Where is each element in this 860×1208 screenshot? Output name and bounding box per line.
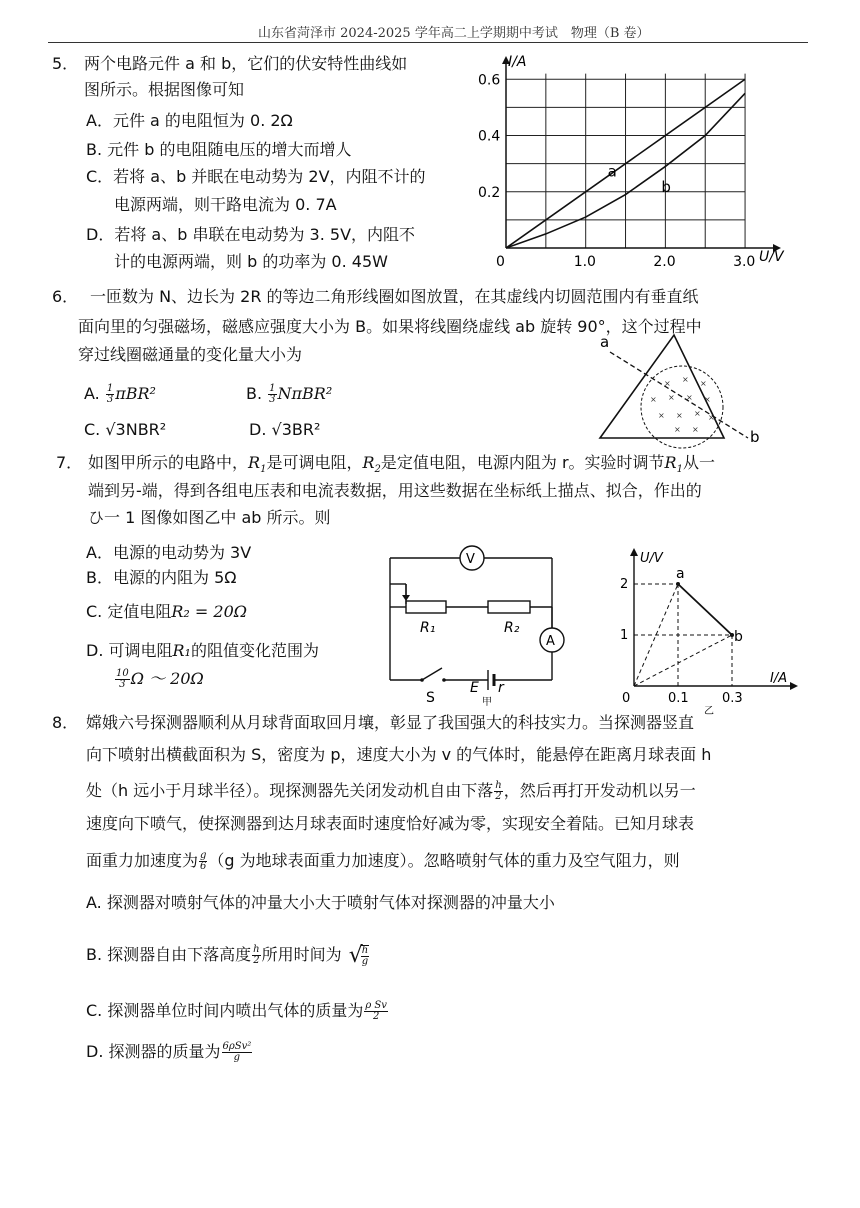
q6-option-a[interactable] xyxy=(84,383,156,405)
field-cross: × xyxy=(686,393,693,402)
page-header: 山东省菏泽市 2024-2025 学年高二上学期期中考试 物理（B 卷） xyxy=(258,26,650,41)
q8-option-b[interactable]: B. 探测器自由下落高度 $\frac{h}{2}$ 所用时间为 √ $\frac{h}{g}$ xyxy=(86,942,369,968)
q7-option-d-line2: $\frac{10}{3}$ Ω ～ 20Ω xyxy=(116,668,204,690)
q8-stem-line1: 嫦娥六号探测器顺利从月球背面取回月壤，彰显了我国强大的科技实力。当探测器竖直 xyxy=(86,713,695,732)
y-tick-label: 0.2 xyxy=(478,184,501,201)
chart-y-label: I/A xyxy=(508,54,527,70)
internal-r-label: r xyxy=(498,680,504,696)
x-tick-label: 3.0 xyxy=(733,254,756,270)
field-cross: × xyxy=(694,409,701,418)
x-tick-label: 2.0 xyxy=(653,254,676,270)
q6-triangle-figure xyxy=(588,330,778,450)
fig-label-b: b xyxy=(750,428,760,446)
q5-option-b[interactable]: B. 元件 b 的电阻随电压的增大而增人 xyxy=(86,140,352,159)
q7-option-c[interactable]: C. 定值电阻R₂ = 20Ω xyxy=(86,602,248,621)
field-cross: × xyxy=(674,425,681,434)
q7-option-b[interactable]: B．电源的内阻为 5Ω xyxy=(86,568,237,587)
q7-circuit-figure xyxy=(380,540,580,706)
q6-stem-line1: 一匝数为 N、边长为 2R 的等边二角形线圈如图放置，在其虚线内切圆范围内有垂直纸 xyxy=(90,287,699,306)
field-crosses xyxy=(650,375,715,434)
q6-option-c[interactable]: C. √3NBR² xyxy=(84,420,167,439)
y-tick-label: 0.4 xyxy=(478,128,501,145)
q6-stem-line2: 面向里的匀强磁场，磁感应强度大小为 B。如果将线圈绕虚线 ab 旋转 90°，这个过程中 xyxy=(78,317,702,336)
q7-number: 7． xyxy=(56,453,83,472)
q8-option-c[interactable]: C. 探测器单位时间内喷出气体的质量为 $\frac{\text{ρ Sv}}{2}$ xyxy=(86,1000,387,1022)
field-cross: × xyxy=(668,393,675,402)
x-tick-label: 1.0 xyxy=(573,254,596,270)
field-cross: × xyxy=(650,395,657,404)
chart-axes xyxy=(502,56,781,252)
q5-stem-line2: 图所示。根据图像可知 xyxy=(84,80,245,99)
field-cross: × xyxy=(664,379,671,388)
q6-option-b-expr: NπBR² xyxy=(277,384,333,403)
q5-iv-chart xyxy=(474,48,794,276)
graph-point-a: a xyxy=(676,566,685,582)
q7-ui-graph xyxy=(610,546,810,716)
field-cross: × xyxy=(692,425,699,434)
graph-x-label: I/A xyxy=(770,671,788,686)
circuit-caption: 甲 xyxy=(482,697,492,706)
r1-label: R₁ xyxy=(420,620,436,636)
field-cross: × xyxy=(676,411,683,420)
field-cross: × xyxy=(682,375,689,384)
q7-option-d-line1[interactable]: D. 可调电阻R₁的阻值变化范围为 xyxy=(86,641,319,660)
q6-option-b-fraction: $\frac{1}{3}$ xyxy=(269,383,276,405)
graph-caption: 乙 xyxy=(704,706,714,716)
field-cross: × xyxy=(658,411,665,420)
series-label-a: a xyxy=(607,162,617,181)
q8-stem-line4: 速度向下喷气，使探测器到达月球表面时速度恰好减为零，实现安全着陆。已知月球表 xyxy=(86,814,695,833)
field-cross: × xyxy=(708,413,715,422)
q5-option-c-line2: 电源两端，则干路电流为 0. 7A xyxy=(114,195,337,214)
voltmeter-label: V xyxy=(466,552,475,567)
x-tick-label: 0 xyxy=(496,254,505,270)
graph-y-tick-1: 1 xyxy=(620,628,629,643)
chart-x-label: U/V xyxy=(759,249,784,265)
q6-number: 6． xyxy=(52,287,79,306)
y-tick-label: 0.6 xyxy=(478,72,501,89)
q5-number: 5． xyxy=(52,54,79,73)
q7-option-a[interactable]: A．电源的电动势为 3V xyxy=(86,543,252,562)
q5-option-d-line1[interactable]: D．若将 a、b 串联在电动势为 3. 5V，内阻不 xyxy=(86,225,416,244)
q7-stem-line2: 端到另-端，得到各组电压表和电流表数据，用这些数据在坐标纸上描点、拟合，作出的 xyxy=(88,481,702,500)
q6-option-b-letter: B. xyxy=(246,384,263,403)
q7-option-d-fraction: $\frac{10}{3}$ xyxy=(116,668,129,690)
r2-label: R₂ xyxy=(504,620,520,636)
q6-option-b[interactable] xyxy=(246,383,332,405)
q6-option-a-letter: A. xyxy=(84,384,100,403)
q5-stem-line1: 两个电路元件 a 和 b，它们的伏安特性曲线如 xyxy=(84,54,408,73)
q8-number: 8． xyxy=(52,713,79,732)
q6-option-d[interactable]: D. √3BR² xyxy=(249,420,321,439)
series-label-b: b xyxy=(661,177,671,196)
line-ab xyxy=(678,584,732,635)
emf-label: E xyxy=(470,680,479,696)
q6-option-a-fraction: $\frac{1}{3}$ xyxy=(106,383,114,405)
q5-option-c-line1[interactable]: C．若将 a、b 并眠在电动势为 2V，内阻不计的 xyxy=(86,167,426,186)
q8-stem-line2: 向下喷射出横截面积为 S，密度为 p，速度大小为 v 的气体时，能悬停在距离月球表面 h xyxy=(86,745,712,764)
header-rule xyxy=(48,42,808,43)
q5-option-a[interactable]: A．元件 a 的电阻恒为 0. 2Ω xyxy=(86,111,293,130)
ammeter-label: A xyxy=(546,634,555,649)
graph-x-tick-01: 0.1 xyxy=(668,691,689,706)
q5-option-d-line2: 计的电源两端，则 b 的功率为 0. 45W xyxy=(114,252,388,271)
q6-stem-line3: 穿过线圈磁通量的变化量大小为 xyxy=(78,345,303,364)
q8-option-a[interactable]: A. 探测器对喷射气体的冲量大小大于喷射气体对探测器的冲量大小 xyxy=(86,893,555,912)
field-cross: × xyxy=(704,395,711,404)
q6-option-a-expr: πBR² xyxy=(115,384,156,403)
q7-stem-line3: ひ一 1 图像如图乙中 ab 所示。则 xyxy=(88,508,331,527)
q8-option-d[interactable]: D. 探测器的质量为 $\frac{\text{6ρSv²}}{g}$ xyxy=(86,1041,252,1063)
graph-y-tick-2: 2 xyxy=(620,577,629,592)
q7-stem-line1: 如图甲所示的电路中，$R_1$是可调电阻，$R_2$是定值电阻，电源内阻为 r。实验时调节$R_1$从一 xyxy=(88,453,715,476)
fig-label-a: a xyxy=(600,333,610,351)
graph-x-tick-03: 0.3 xyxy=(722,691,743,706)
graph-y-label: U/V xyxy=(640,551,663,566)
field-cross: × xyxy=(700,379,707,388)
graph-origin: 0 xyxy=(622,691,631,706)
q8-stem-line5: 面重力加速度为 $\frac{g}{6}$ （g 为地球表面重力加速度）。忽略喷射气体的重力及空气阻力，则 xyxy=(86,850,680,872)
graph-point-b: b xyxy=(734,629,743,645)
q8-stem-line3: 处（h 远小于月球半径）。现探测器先关闭发动机自由下落 $\frac{h}{2}$ ，然后再打开发动机以另一 xyxy=(86,780,696,802)
triangle-coil xyxy=(598,332,728,440)
switch-label: S xyxy=(426,690,435,706)
